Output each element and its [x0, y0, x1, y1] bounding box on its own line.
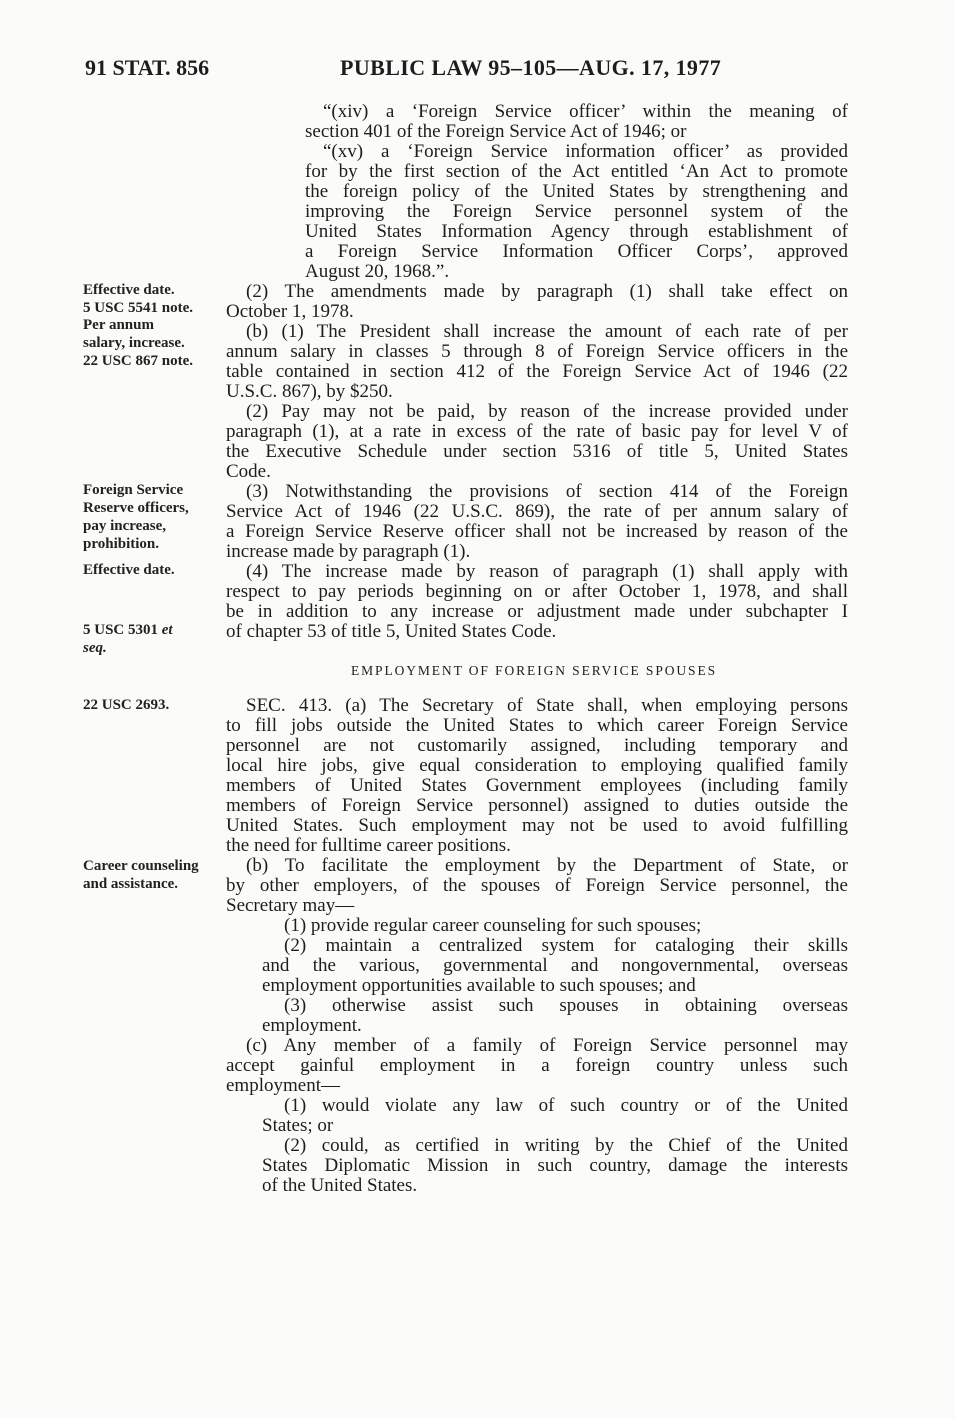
margin-note-line: Reserve officers,	[83, 500, 189, 516]
section-413a-line: members of Foreign Service personnel) assigned to duties outside the	[226, 795, 848, 816]
margin-note-effective-date-2	[83, 561, 221, 579]
citation-ref: 5 USC 5301	[83, 622, 159, 638]
clause-xv-line: a Foreign Service Information Officer Corps’, approved	[305, 241, 848, 262]
section-413a-line: personnel are not customarily assigned, including temporary and	[226, 735, 848, 756]
public-law-title: PUBLIC LAW 95–105—AUG. 17, 1977	[340, 55, 722, 80]
applicability-paragraph-line: respect to pay periods beginning on or after October 1, 1978, and shall	[226, 581, 848, 602]
margin-note-line: salary, increase.	[83, 335, 185, 351]
clause-xv-line: United States Information Agency through establishment of	[305, 221, 848, 242]
reserve-officer-paragraph-line: Service Act of 1946 (22 U.S.C. 869), the rate of per annum salary of	[226, 501, 848, 522]
margin-note-line	[83, 639, 221, 657]
salary-increase-paragraph-line: annum salary in classes 5 through 8 of Foreign Service officers in the	[226, 341, 848, 362]
margin-note-line: 5 USC 5541 note.	[83, 300, 194, 316]
section-413c-item-2: of the United States.	[262, 1175, 418, 1196]
section-413c-line: accept gainful employment in a foreign country unless such	[226, 1055, 848, 1076]
section-413c-line: (c) Any member of a family of Foreign Service personnel may	[246, 1035, 848, 1056]
section-413a-line: the need for fulltime career positions.	[226, 835, 511, 856]
reserve-officer-paragraph-line: a Foreign Service Reserve officer shall not be increased by reason of the	[226, 521, 848, 542]
section-413a-line: SEC. 413. (a) The Secretary of State shall, when employing persons	[246, 695, 848, 716]
section-413b-item-2: (2) maintain a centralized system for cataloging their skills	[284, 935, 848, 956]
section-413a-line: to fill jobs outside the United States to which career Foreign Service	[226, 715, 848, 736]
margin-note-line: pay increase,	[83, 518, 167, 534]
page-reference: 91 STAT. 856	[85, 55, 210, 80]
margin-note-line: Per annum	[83, 317, 154, 333]
citation-seq: seq.	[83, 640, 107, 656]
salary-increase-paragraph-line: (b) (1) The President shall increase the amount of each rate of per	[246, 321, 848, 342]
margin-note-line: Career counseling	[83, 858, 199, 874]
clause-xv-line: the foreign policy of the United States by strengthening and	[305, 181, 848, 202]
section-413b-item-1: (1) provide regular career counseling for such spouses;	[284, 915, 702, 936]
section-413c-item-2: States Diplomatic Mission in such country, damage the interests	[262, 1155, 848, 1176]
section-413b-line: Secretary may—	[226, 895, 355, 916]
effective-date-paragraph-line: (2) The amendments made by paragraph (1) shall take effect on	[246, 281, 848, 302]
section-413a-line: local hire jobs, give equal consideration to employing qualified family	[226, 755, 848, 776]
pay-limit-paragraph-line: (2) Pay may not be paid, by reason of the increase provided under	[246, 401, 848, 422]
applicability-paragraph-line: be in addition to any increase or adjustment made under subchapter I	[226, 601, 848, 622]
reserve-officer-paragraph-line: increase made by paragraph (1).	[226, 541, 471, 562]
section-413b-line: (b) To facilitate the employment by the Department of State, or	[246, 855, 848, 876]
margin-note-line: Foreign Service	[83, 482, 184, 498]
clause-xiv-line: “(xiv) a ‘Foreign Service officer’ within the meaning of	[323, 101, 848, 122]
clause-xv-line: August 20, 1968.”.	[305, 261, 450, 282]
section-413b-item-2: and the various, governmental and nongovernmental, overseas	[262, 955, 848, 976]
section-413b-item-3: employment.	[262, 1015, 362, 1036]
section-heading: EMPLOYMENT OF FOREIGN SERVICE SPOUSES	[350, 663, 717, 678]
margin-note-line: Effective date.	[83, 562, 175, 578]
margin-note-line: and assistance.	[83, 876, 179, 892]
margin-note-line: Effective date.	[83, 282, 175, 298]
margin-note-line: prohibition.	[83, 536, 160, 552]
pay-limit-paragraph-line: paragraph (1), at a rate in excess of the rate of basic pay for level V of	[226, 421, 848, 442]
margin-note-line: 22 USC 2693.	[83, 697, 170, 713]
clause-xiv-line: section 401 of the Foreign Service Act of 1946; or	[305, 121, 687, 142]
section-413c-line: employment—	[226, 1075, 340, 1096]
clause-xv-line: for by the first section of the Act entitled ‘An Act to promote	[305, 161, 848, 182]
citation-et: et	[161, 622, 173, 638]
margin-note-usc-2693	[83, 696, 221, 714]
salary-increase-paragraph-line: table contained in section 412 of the Foreign Service Act of 1946 (22	[226, 361, 848, 382]
section-413b-item-2: employment opportunities available to such spouses; and	[262, 975, 696, 996]
pay-limit-paragraph-line: Code.	[226, 461, 271, 482]
effective-date-paragraph-line: October 1, 1978.	[226, 301, 354, 322]
margin-note-line: 22 USC 867 note.	[83, 353, 194, 369]
margin-note-line	[83, 621, 221, 639]
section-413b-line: by other employers, of the spouses of Foreign Service personnel, the	[226, 875, 848, 896]
margin-note-effective-date	[83, 281, 221, 317]
clause-xv-line: improving the Foreign Service personnel system of the	[305, 201, 848, 222]
section-413c-item-2: (2) could, as certified in writing by the Chief of the United	[284, 1135, 848, 1156]
reserve-officer-paragraph-line: (3) Notwithstanding the provisions of section 414 of the Foreign	[246, 481, 848, 502]
salary-increase-paragraph-line: U.S.C. 867), by $250.	[226, 381, 393, 402]
clause-xv-line: “(xv) a ‘Foreign Service information officer’ as provided	[323, 141, 848, 162]
applicability-paragraph-line: of chapter 53 of title 5, United States Code.	[226, 621, 557, 642]
section-413c-item-1: States; or	[262, 1115, 334, 1136]
margin-note-career-counseling	[83, 857, 221, 893]
margin-note-salary-increase	[83, 316, 221, 370]
section-413a-line: United States. Such employment may not be used to avoid fulfilling	[226, 815, 848, 836]
section-413a-line: members of United States Government employees (including family	[226, 775, 848, 796]
section-413c-item-1: (1) would violate any law of such country or of the United	[284, 1095, 848, 1116]
margin-note-reserve-officers	[83, 481, 221, 553]
pay-limit-paragraph-line: the Executive Schedule under section 5316 of title 5, United States	[226, 441, 848, 462]
section-413b-item-3: (3) otherwise assist such spouses in obtaining overseas	[284, 995, 848, 1016]
margin-note-usc-5301	[83, 621, 221, 657]
applicability-paragraph-line: (4) The increase made by reason of paragraph (1) shall apply with	[246, 561, 848, 582]
